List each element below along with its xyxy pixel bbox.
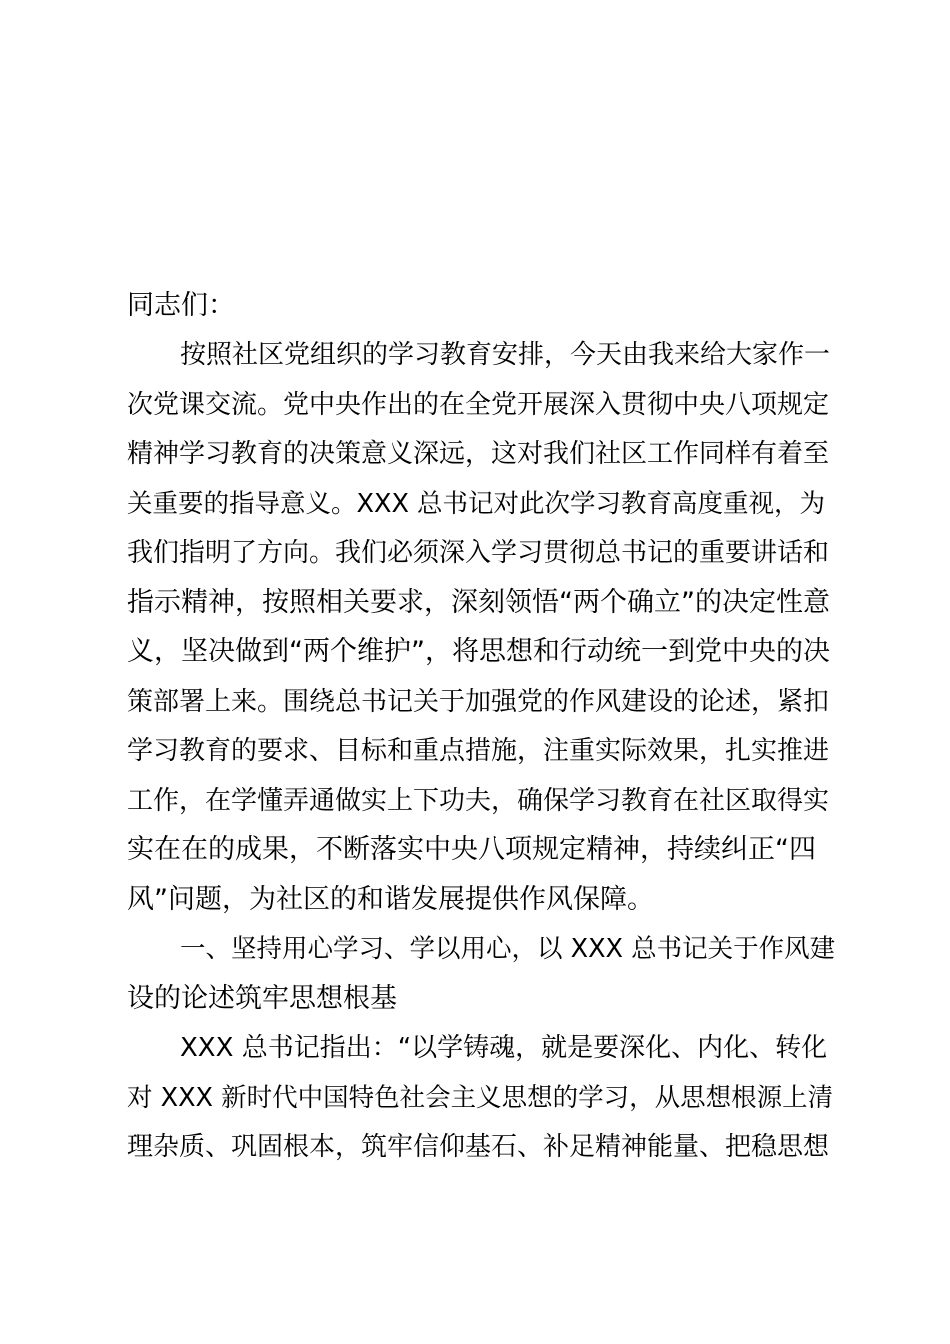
paragraph-1-line-5: 我们指明了方向。我们必须深入学习贯彻总书记的重要讲话和 xyxy=(127,538,830,568)
paragraph-1-line-8: 策部署上来。围绕总书记关于加强党的作风建设的论述，紧扣 xyxy=(127,687,830,717)
paragraph-1-line-3: 精神学习教育的决策意义深远，这对我们社区工作同样有着至 xyxy=(127,439,830,469)
paragraph-1-line-12: 风”问题，为社区的和谐发展提供作风保障。 xyxy=(127,884,654,915)
paragraph-1-line-2: 次党课交流。党中央作出的在全党开展深入贯彻中央八项规定 xyxy=(127,390,830,420)
section-heading-line-1: 一、坚持用心学习、学以用心，以 XXX 总书记关于作风建 xyxy=(180,934,836,964)
paragraph-2-line-3: 理杂质、巩固根本，筑牢信仰基石、补足精神能量、把稳思想 xyxy=(127,1132,830,1162)
paragraph-1-line-6: 指示精神，按照相关要求，深刻领悟“两个确立”的决定性意 xyxy=(127,587,830,618)
paragraph-1-line-1: 按照社区党组织的学习教育安排，今天由我来给大家作一 xyxy=(180,340,831,370)
paragraph-2-line-1: XXX 总书记指出：“以学铸魂，就是要深化、内化、转化 xyxy=(180,1033,828,1063)
paragraph-1-line-9: 学习教育的要求、目标和重点措施，注重实际效果，扎实推进 xyxy=(127,736,830,766)
paragraph-1-line-7: 义，坚决做到“两个维护”，将思想和行动统一到党中央的决 xyxy=(127,636,830,667)
paragraph-2-line-2: 对 XXX 新时代中国特色社会主义思想的学习，从思想根源上清 xyxy=(127,1083,834,1113)
paragraph-1-line-10: 工作，在学懂弄通做实上下功夫，确保学习教育在社区取得实 xyxy=(127,786,830,816)
salutation-line: 同志们： xyxy=(127,290,235,321)
section-heading-line-2: 设的论述筑牢思想根基 xyxy=(127,983,397,1014)
paragraph-1-line-4: 关重要的指导意义。XXX 总书记对此次学习教育高度重视，为 xyxy=(127,489,826,519)
paragraph-1-line-11: 实在在的成果，不断落实中央八项规定精神，持续纠正“四 xyxy=(127,834,816,865)
